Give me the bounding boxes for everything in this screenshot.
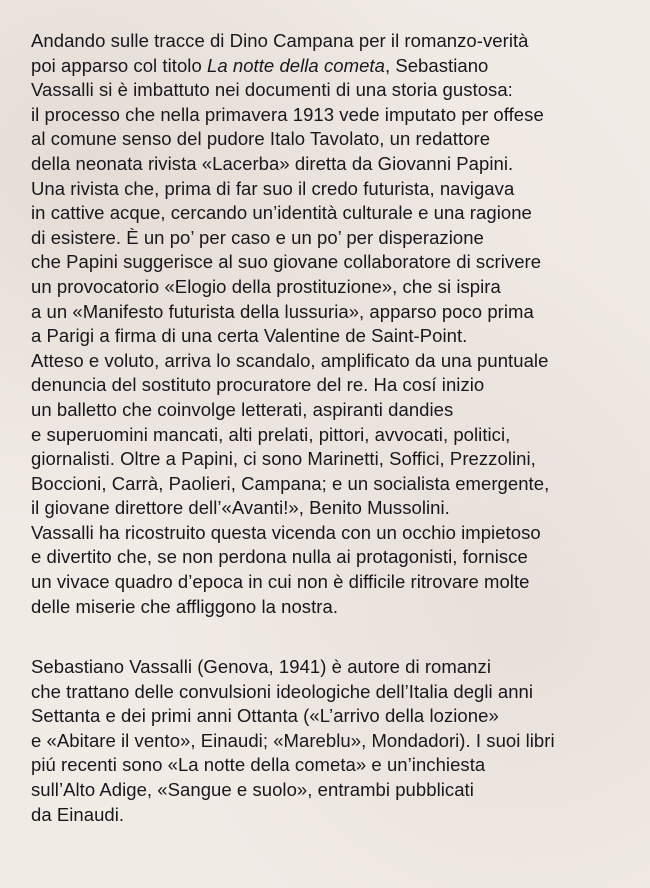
text-line: Atteso e voluto, arriva lo scandalo, amplificato da una puntuale: [31, 349, 549, 371]
text-line: Boccioni, Carrà, Paolieri, Campana; e un socialista emergente,: [31, 472, 550, 494]
text-line: Vassalli ha ricostruito questa vicenda con un occhio impietoso: [31, 521, 541, 543]
text-line: e «Abitare il vento», Einaudi; «Mareblu», Mondadori). I suoi libri: [31, 729, 555, 751]
text-line: denuncia del sostituto procuratore del re. Ha cosí inizio: [31, 374, 485, 396]
text-line: della neonata rivista «Lacerba» diretta da Giovanni Papini.: [31, 152, 514, 174]
text-line: poi apparso col titolo La notte della cometa, Sebastiano: [31, 54, 489, 76]
text-line: di esistere. È un po’ per caso e un po’ per disperazione: [31, 226, 484, 248]
author-bio-paragraph: [31, 655, 555, 827]
text-line: piú recenti sono «La notte della cometa» e un’inchiesta: [31, 754, 486, 776]
text-line: il giovane direttore dell’«Avanti!», Benito Mussolini.: [31, 497, 450, 519]
text-line: un provocatorio «Elogio della prostituzione», che si ispira: [31, 275, 501, 297]
text-line: al comune senso del pudore Italo Tavolato, un redattore: [31, 128, 491, 150]
text-line: Vassalli si è imbattuto nei documenti di una storia gustosa:: [31, 79, 513, 101]
text-line: Andando sulle tracce di Dino Campana per il romanzo-verità: [31, 30, 529, 51]
text-line: giornalisti. Oltre a Papini, ci sono Marinetti, Soffici, Prezzolini,: [31, 448, 536, 470]
text-line: delle miserie che affliggono la nostra.: [31, 595, 339, 617]
text-line: e divertito che, se non perdona nulla ai protagonisti, fornisce: [31, 546, 528, 568]
text-line: Sebastiano Vassalli (Genova, 1941) è autore di romanzi: [31, 656, 491, 677]
text-line: Settanta e dei primi anni Ottanta («L’arrivo della lozione»: [31, 705, 499, 727]
text-line: e superuomini mancati, alti prelati, pittori, avvocati, politici,: [31, 423, 511, 445]
text-line: a un «Manifesto futurista della lussuria», apparso poco prima: [31, 300, 534, 322]
text-line: un vivace quadro d’epoca in cui non è difficile ritrovare molte: [31, 571, 530, 593]
text-line: che trattano delle convulsioni ideologiche dell’Italia degli anni: [31, 680, 534, 702]
text-line: in cattive acque, cercando un’identità culturale e una ragione: [31, 202, 532, 224]
blurb-paragraph: [31, 29, 549, 619]
text-line: da Einaudi.: [31, 803, 125, 825]
book-title-italic: La notte della cometa: [206, 54, 385, 76]
text-line: sull’Alto Adige, «Sangue e suolo», entrambi pubblicati: [31, 778, 474, 800]
text-line: a Parigi a firma di una certa Valentine de Saint-Point.: [31, 325, 468, 347]
text-line: che Papini suggerisce al suo giovane collaboratore di scrivere: [31, 251, 542, 273]
back-cover-text: [31, 0, 641, 888]
text-line: il processo che nella primavera 1913 vede imputato per offese: [31, 103, 544, 125]
text-line: Una rivista che, prima di far suo il credo futurista, navigava: [31, 177, 515, 199]
text-line: un balletto che coinvolge letterati, aspiranti dandies: [31, 398, 454, 420]
